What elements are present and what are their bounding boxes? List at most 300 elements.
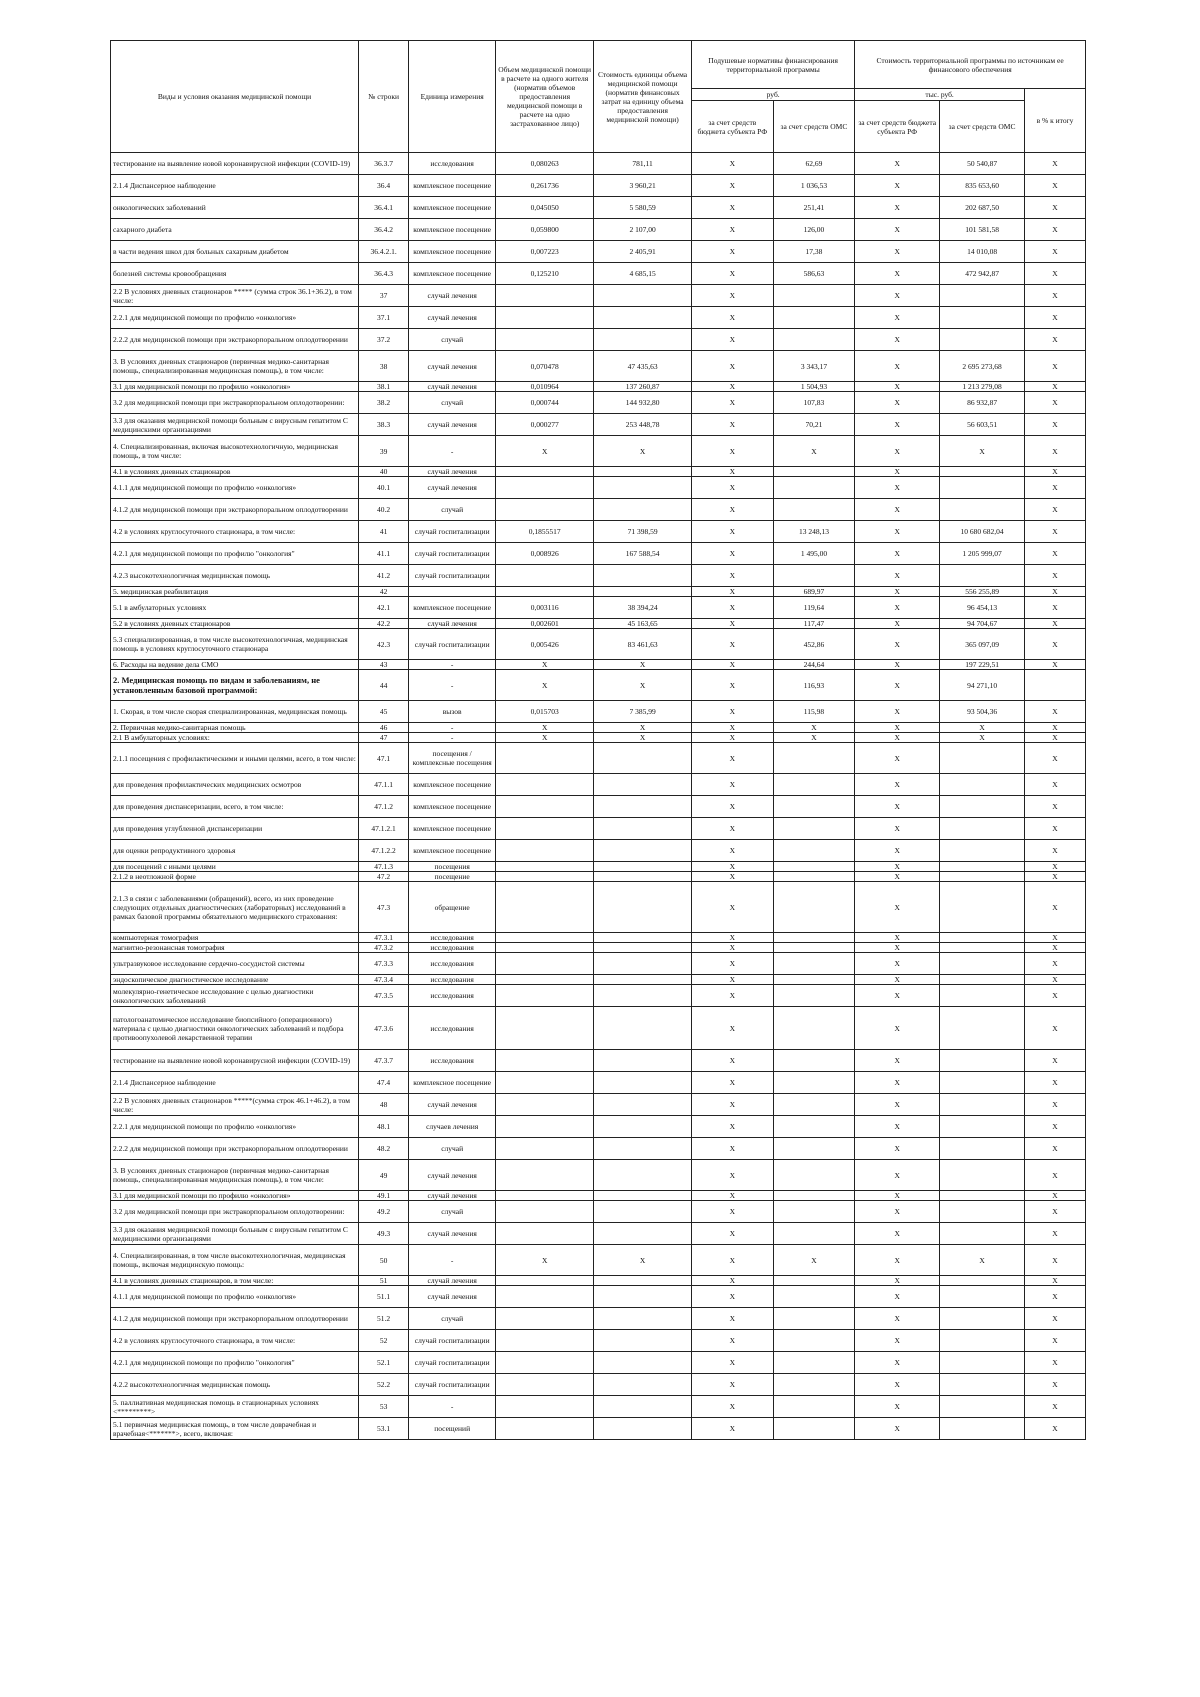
cell-budget-per-capita: X — [692, 263, 774, 285]
cell-percent: X — [1025, 477, 1086, 499]
header-oms-total: за счет средств ОМС — [940, 101, 1025, 153]
cell-oms-per-capita: 1 036,53 — [773, 175, 855, 197]
cell-oms-per-capita — [773, 953, 855, 975]
cell-percent: X — [1025, 1330, 1086, 1352]
cell-cost — [594, 1286, 692, 1308]
cell-percent: X — [1025, 197, 1086, 219]
cell-budget-total: X — [855, 1396, 940, 1418]
cell-budget-per-capita: X — [692, 629, 774, 660]
cell-oms-total: 93 504,36 — [940, 701, 1025, 723]
cell-oms-total: 50 540,87 — [940, 153, 1025, 175]
cell-cost — [594, 943, 692, 953]
table-row — [111, 565, 1086, 587]
cell-row-no: 36.4.3 — [359, 263, 409, 285]
cell-budget-total: X — [855, 733, 940, 743]
cell-budget-per-capita: X — [692, 219, 774, 241]
cell-percent: X — [1025, 774, 1086, 796]
cell-budget-per-capita: X — [692, 499, 774, 521]
cell-volume — [496, 1201, 594, 1223]
cell-budget-per-capita: X — [692, 1138, 774, 1160]
cell-cost: 2 107,00 — [594, 219, 692, 241]
cell-row-no: 47.3.4 — [359, 975, 409, 985]
cell-oms-total: 1 213 279,08 — [940, 382, 1025, 392]
cell-unit: случай лечения — [409, 619, 496, 629]
cell-budget-total: X — [855, 392, 940, 414]
cell-cost — [594, 796, 692, 818]
cell-oms-per-capita: 689,97 — [773, 587, 855, 597]
cell-cost — [594, 1330, 692, 1352]
cell-oms-total: X — [940, 723, 1025, 733]
cell-row-no: 53.1 — [359, 1418, 409, 1440]
cell-unit: случай лечения — [409, 467, 496, 477]
cell-percent: X — [1025, 307, 1086, 329]
cell-budget-total: X — [855, 796, 940, 818]
cell-unit: случай — [409, 1138, 496, 1160]
cell-unit: комплексное посещение — [409, 597, 496, 619]
cell-oms-per-capita — [773, 1276, 855, 1286]
cell-unit: случай лечения — [409, 477, 496, 499]
cell-name: 4.2.1 для медицинской помощи по профилю "онкология" — [111, 1352, 359, 1374]
cell-name: 4.2.2 высокотехнологичная медицинская помощь — [111, 1374, 359, 1396]
cell-name: магнитно-резонансная томография — [111, 943, 359, 953]
cell-cost — [594, 1276, 692, 1286]
table-row — [111, 587, 1086, 597]
table-row — [111, 285, 1086, 307]
cell-row-no: 53 — [359, 1396, 409, 1418]
cell-percent: X — [1025, 153, 1086, 175]
cell-row-no: 36.3.7 — [359, 153, 409, 175]
cell-unit: случай лечения — [409, 351, 496, 382]
cell-cost — [594, 1308, 692, 1330]
cell-cost: 7 385,99 — [594, 701, 692, 723]
cell-name: 3.1 для медицинской помощи по профилю «онкология» — [111, 382, 359, 392]
cell-oms-per-capita: X — [773, 1245, 855, 1276]
cell-oms-per-capita — [773, 1094, 855, 1116]
cell-row-no: 40.1 — [359, 477, 409, 499]
cell-cost — [594, 862, 692, 872]
cell-percent: X — [1025, 597, 1086, 619]
cell-volume: 0,000277 — [496, 414, 594, 436]
cell-oms-total: 835 653,60 — [940, 175, 1025, 197]
cell-cost: 38 394,24 — [594, 597, 692, 619]
cell-budget-per-capita: X — [692, 1396, 774, 1418]
cell-volume — [496, 933, 594, 943]
cell-volume — [496, 499, 594, 521]
cell-oms-total — [940, 818, 1025, 840]
cell-name: молекулярно-генетическое исследование с целью диагностики онкологических заболеваний — [111, 985, 359, 1007]
cell-budget-total: X — [855, 263, 940, 285]
cell-name: 1. Скорая, в том числе скорая специализированная, медицинская помощь — [111, 701, 359, 723]
cell-unit: комплексное посещение — [409, 818, 496, 840]
cell-budget-per-capita: X — [692, 1201, 774, 1223]
table-row — [111, 660, 1086, 670]
cell-budget-total: X — [855, 1245, 940, 1276]
cell-oms-per-capita — [773, 329, 855, 351]
cell-oms-per-capita — [773, 467, 855, 477]
cell-volume — [496, 953, 594, 975]
cell-volume — [496, 329, 594, 351]
cell-oms-total — [940, 1072, 1025, 1094]
cell-budget-per-capita: X — [692, 153, 774, 175]
cell-volume — [496, 1050, 594, 1072]
cell-name: 2.1.2 в неотложной форме — [111, 872, 359, 882]
cell-volume: 0,007223 — [496, 241, 594, 263]
cell-row-no: 48.1 — [359, 1116, 409, 1138]
cell-unit: исследования — [409, 985, 496, 1007]
cell-percent: X — [1025, 1418, 1086, 1440]
cell-percent: X — [1025, 382, 1086, 392]
table-row — [111, 1094, 1086, 1116]
cell-volume: 0,125210 — [496, 263, 594, 285]
cell-row-no: 52 — [359, 1330, 409, 1352]
cell-name: 5. паллиативная медицинская помощь в стационарных условиях <*********> — [111, 1396, 359, 1418]
cell-unit: случай лечения — [409, 382, 496, 392]
cell-row-no: 46 — [359, 723, 409, 733]
cell-budget-per-capita: X — [692, 307, 774, 329]
cell-oms-per-capita: X — [773, 733, 855, 743]
cell-budget-total: X — [855, 351, 940, 382]
cell-percent: X — [1025, 329, 1086, 351]
cell-name: 4.1.2 для медицинской помощи при экстракорпоральном оплодотворении — [111, 1308, 359, 1330]
cell-oms-per-capita — [773, 1286, 855, 1308]
cell-budget-total: X — [855, 175, 940, 197]
cell-volume — [496, 818, 594, 840]
cell-budget-per-capita: X — [692, 733, 774, 743]
cell-unit: посещения / комплексные посещения — [409, 743, 496, 774]
cell-oms-per-capita — [773, 285, 855, 307]
table-row — [111, 1007, 1086, 1050]
cell-budget-per-capita: X — [692, 1245, 774, 1276]
cell-oms-total — [940, 329, 1025, 351]
cell-percent: X — [1025, 392, 1086, 414]
cell-row-no: 44 — [359, 670, 409, 701]
cell-unit: случай госпитализации — [409, 521, 496, 543]
cell-volume: 0,070478 — [496, 351, 594, 382]
cell-oms-per-capita: 70,21 — [773, 414, 855, 436]
cell-volume: 0,003116 — [496, 597, 594, 619]
table-row — [111, 701, 1086, 723]
cell-cost — [594, 477, 692, 499]
cell-budget-per-capita: X — [692, 1160, 774, 1191]
cell-unit: исследования — [409, 953, 496, 975]
cell-volume: 0,015703 — [496, 701, 594, 723]
cell-percent: X — [1025, 521, 1086, 543]
cell-oms-total: 86 932,87 — [940, 392, 1025, 414]
cell-cost — [594, 840, 692, 862]
cell-name: 5.1 в амбулаторных условиях — [111, 597, 359, 619]
cell-unit: комплексное посещение — [409, 263, 496, 285]
cell-percent: X — [1025, 1094, 1086, 1116]
cell-volume — [496, 985, 594, 1007]
cell-budget-total: X — [855, 197, 940, 219]
cell-budget-per-capita: X — [692, 565, 774, 587]
header-budget-total: за счет средств бюджета субъекта РФ — [855, 101, 940, 153]
cell-row-no: 36.4.2.1. — [359, 241, 409, 263]
cell-budget-total: X — [855, 521, 940, 543]
cell-cost — [594, 1050, 692, 1072]
cell-cost — [594, 1201, 692, 1223]
cell-budget-total: X — [855, 774, 940, 796]
cell-percent: X — [1025, 499, 1086, 521]
cell-name: 3.2 для медицинской помощи при экстракорпоральном оплодотворении: — [111, 1201, 359, 1223]
table-row — [111, 882, 1086, 933]
cell-unit: случай лечения — [409, 307, 496, 329]
cell-budget-per-capita: X — [692, 1050, 774, 1072]
cell-row-no: 47.2 — [359, 872, 409, 882]
cell-name: для оценки репродуктивного здоровья — [111, 840, 359, 862]
cell-volume — [496, 1007, 594, 1050]
table-header — [111, 41, 1086, 153]
cell-name: 5. медицинская реабилитация — [111, 587, 359, 597]
cell-oms-total — [940, 307, 1025, 329]
table-row — [111, 1050, 1086, 1072]
cell-cost: X — [594, 1245, 692, 1276]
cell-oms-total — [940, 796, 1025, 818]
cell-budget-total: X — [855, 1094, 940, 1116]
table-row — [111, 351, 1086, 382]
cell-row-no: 36.4 — [359, 175, 409, 197]
cell-percent: X — [1025, 723, 1086, 733]
cell-cost — [594, 467, 692, 477]
cell-oms-per-capita — [773, 1201, 855, 1223]
cell-budget-per-capita: X — [692, 467, 774, 477]
cell-name: 4. Специализированная, в том числе высокотехнологичная, медицинская помощь, включая медицинскую помощь: — [111, 1245, 359, 1276]
cell-oms-per-capita — [773, 1116, 855, 1138]
cell-unit: обращение — [409, 882, 496, 933]
cell-cost — [594, 1007, 692, 1050]
cell-budget-total: X — [855, 872, 940, 882]
cell-oms-per-capita — [773, 774, 855, 796]
table-row — [111, 175, 1086, 197]
table-row — [111, 619, 1086, 629]
cell-cost — [594, 1116, 692, 1138]
cell-name: 2.1.4 Диспансерное наблюдение — [111, 175, 359, 197]
cell-percent: X — [1025, 882, 1086, 933]
cell-cost: X — [594, 733, 692, 743]
cell-percent: X — [1025, 1276, 1086, 1286]
cell-name: патологоанатомическое исследование биопсийного (операционного) материала с целью диагностики онкологических заболеваний и подбора противоопухолевой лекарственной терапии — [111, 1007, 359, 1050]
cell-oms-total: 202 687,50 — [940, 197, 1025, 219]
cell-oms-per-capita: 452,86 — [773, 629, 855, 660]
cell-name: 3. В условиях дневных стационаров (первичная медико-санитарная помощь, специализированная медицинская помощь), в том числе: — [111, 1160, 359, 1191]
cell-percent: X — [1025, 543, 1086, 565]
cell-name: ультразвуковое исследование сердечно-сосудистой системы — [111, 953, 359, 975]
cell-percent: X — [1025, 1160, 1086, 1191]
cell-volume — [496, 872, 594, 882]
cell-row-no: 48 — [359, 1094, 409, 1116]
cell-percent: X — [1025, 414, 1086, 436]
cell-volume — [496, 467, 594, 477]
cell-unit: случай лечения — [409, 285, 496, 307]
cell-row-no: 45 — [359, 701, 409, 723]
cell-percent: X — [1025, 1191, 1086, 1201]
cell-budget-per-capita: X — [692, 329, 774, 351]
cell-cost — [594, 1094, 692, 1116]
cell-oms-total — [940, 872, 1025, 882]
cell-name: 3.2 для медицинской помощи при экстракорпоральном оплодотворении: — [111, 392, 359, 414]
cell-budget-per-capita: X — [692, 774, 774, 796]
cell-budget-per-capita: X — [692, 975, 774, 985]
cell-row-no: 47.3.5 — [359, 985, 409, 1007]
table-row — [111, 818, 1086, 840]
cell-oms-per-capita: 117,47 — [773, 619, 855, 629]
table-row — [111, 153, 1086, 175]
cell-cost — [594, 872, 692, 882]
cell-row-no: 51.1 — [359, 1286, 409, 1308]
cell-oms-total — [940, 953, 1025, 975]
table-row — [111, 329, 1086, 351]
cell-percent: X — [1025, 1138, 1086, 1160]
cell-oms-per-capita — [773, 975, 855, 985]
cell-oms-per-capita — [773, 307, 855, 329]
table-row — [111, 219, 1086, 241]
cell-volume — [496, 477, 594, 499]
cell-unit: случай госпитализации — [409, 565, 496, 587]
cell-budget-total: X — [855, 1116, 940, 1138]
header-oms-per-capita: за счет средств ОМС — [773, 101, 855, 153]
table-row — [111, 872, 1086, 882]
cell-oms-total — [940, 1138, 1025, 1160]
table-row — [111, 499, 1086, 521]
cell-volume: 0,059800 — [496, 219, 594, 241]
cell-row-no: 42.1 — [359, 597, 409, 619]
cell-budget-per-capita: X — [692, 392, 774, 414]
table-row — [111, 670, 1086, 701]
cell-budget-total: X — [855, 285, 940, 307]
cell-cost: 47 435,63 — [594, 351, 692, 382]
cell-oms-per-capita — [773, 943, 855, 953]
table-row — [111, 477, 1086, 499]
cell-budget-per-capita: X — [692, 1072, 774, 1094]
cell-budget-total: X — [855, 1191, 940, 1201]
cell-volume: X — [496, 660, 594, 670]
cell-budget-per-capita: X — [692, 840, 774, 862]
cell-cost — [594, 975, 692, 985]
cell-volume — [496, 285, 594, 307]
cell-budget-per-capita: X — [692, 1352, 774, 1374]
cell-row-no: 47.1.1 — [359, 774, 409, 796]
cell-oms-total — [940, 477, 1025, 499]
cell-cost: 2 405,91 — [594, 241, 692, 263]
cell-budget-per-capita: X — [692, 1116, 774, 1138]
cell-volume — [496, 565, 594, 587]
cell-unit: комплексное посещение — [409, 1072, 496, 1094]
cell-cost — [594, 1223, 692, 1245]
cell-name: 2. Медицинская помощь по видам и заболеваниям, не установленным базовой программой: — [111, 670, 359, 701]
cell-volume — [496, 1072, 594, 1094]
cell-name: эндоскопическое диагностическое исследование — [111, 975, 359, 985]
cell-name: для проведения углубленной диспансеризации — [111, 818, 359, 840]
cell-budget-total: X — [855, 1330, 940, 1352]
cell-percent: X — [1025, 1245, 1086, 1276]
cell-budget-per-capita: X — [692, 933, 774, 943]
table-row — [111, 1191, 1086, 1201]
financing-table — [110, 40, 1086, 1440]
table-row — [111, 629, 1086, 660]
cell-cost: 781,11 — [594, 153, 692, 175]
cell-oms-per-capita — [773, 1223, 855, 1245]
table-row — [111, 1308, 1086, 1330]
cell-percent: X — [1025, 1223, 1086, 1245]
header-name: Виды и условия оказания медицинской помощи — [111, 41, 359, 153]
cell-percent: X — [1025, 796, 1086, 818]
cell-row-no: 49.1 — [359, 1191, 409, 1201]
cell-row-no: 49.3 — [359, 1223, 409, 1245]
cell-budget-total: X — [855, 840, 940, 862]
table-row — [111, 1330, 1086, 1352]
cell-unit: случаев лечения — [409, 1116, 496, 1138]
cell-unit: случай — [409, 1201, 496, 1223]
cell-row-no: 36.4.2 — [359, 219, 409, 241]
cell-oms-total — [940, 1094, 1025, 1116]
cell-unit: исследования — [409, 1007, 496, 1050]
table-row — [111, 975, 1086, 985]
cell-unit: посещений — [409, 1418, 496, 1440]
cell-oms-total — [940, 862, 1025, 872]
cell-name: сахарного диабета — [111, 219, 359, 241]
cell-budget-total: X — [855, 933, 940, 943]
cell-oms-total — [940, 1352, 1025, 1374]
cell-budget-total: X — [855, 629, 940, 660]
cell-oms-total — [940, 285, 1025, 307]
table-row — [111, 1418, 1086, 1440]
cell-percent: X — [1025, 1050, 1086, 1072]
table-row — [111, 733, 1086, 743]
header-cost: Стоимость единицы объема медицинской помощи (норматив финансовых затрат на единицу объема предоставления медицинской помощи) — [594, 41, 692, 153]
cell-volume: X — [496, 1245, 594, 1276]
cell-row-no: 36.4.1 — [359, 197, 409, 219]
cell-unit: случай — [409, 499, 496, 521]
table-row — [111, 1072, 1086, 1094]
cell-cost — [594, 1418, 692, 1440]
cell-row-no: 40 — [359, 467, 409, 477]
table-row — [111, 1352, 1086, 1374]
cell-cost — [594, 1191, 692, 1201]
cell-cost: 4 685,15 — [594, 263, 692, 285]
cell-row-no: 47.3 — [359, 882, 409, 933]
cell-name: 2.2.2 для медицинской помощи при экстракорпоральном оплодотворении — [111, 1138, 359, 1160]
cell-budget-total: X — [855, 219, 940, 241]
table-row — [111, 1138, 1086, 1160]
cell-name: 3.3 для оказания медицинской помощи больным с вирусным гепатитом С медицинскими организациями — [111, 414, 359, 436]
cell-volume: 0,010964 — [496, 382, 594, 392]
cell-oms-per-capita: 119,64 — [773, 597, 855, 619]
cell-budget-total: X — [855, 1286, 940, 1308]
table-row — [111, 943, 1086, 953]
cell-percent: X — [1025, 660, 1086, 670]
cell-oms-per-capita — [773, 862, 855, 872]
cell-oms-per-capita — [773, 1138, 855, 1160]
cell-oms-per-capita — [773, 796, 855, 818]
cell-budget-per-capita: X — [692, 818, 774, 840]
cell-oms-per-capita — [773, 933, 855, 943]
cell-cost — [594, 1138, 692, 1160]
cell-volume — [496, 1352, 594, 1374]
cell-percent: X — [1025, 953, 1086, 975]
cell-percent: X — [1025, 619, 1086, 629]
cell-volume — [496, 882, 594, 933]
cell-unit: случай госпитализации — [409, 543, 496, 565]
cell-row-no: 50 — [359, 1245, 409, 1276]
cell-cost: 5 580,59 — [594, 197, 692, 219]
cell-budget-per-capita: X — [692, 1276, 774, 1286]
cell-oms-total: X — [940, 733, 1025, 743]
cell-oms-total — [940, 1396, 1025, 1418]
cell-budget-total: X — [855, 1072, 940, 1094]
cell-budget-per-capita: X — [692, 285, 774, 307]
cell-unit: вызов — [409, 701, 496, 723]
table-row — [111, 307, 1086, 329]
